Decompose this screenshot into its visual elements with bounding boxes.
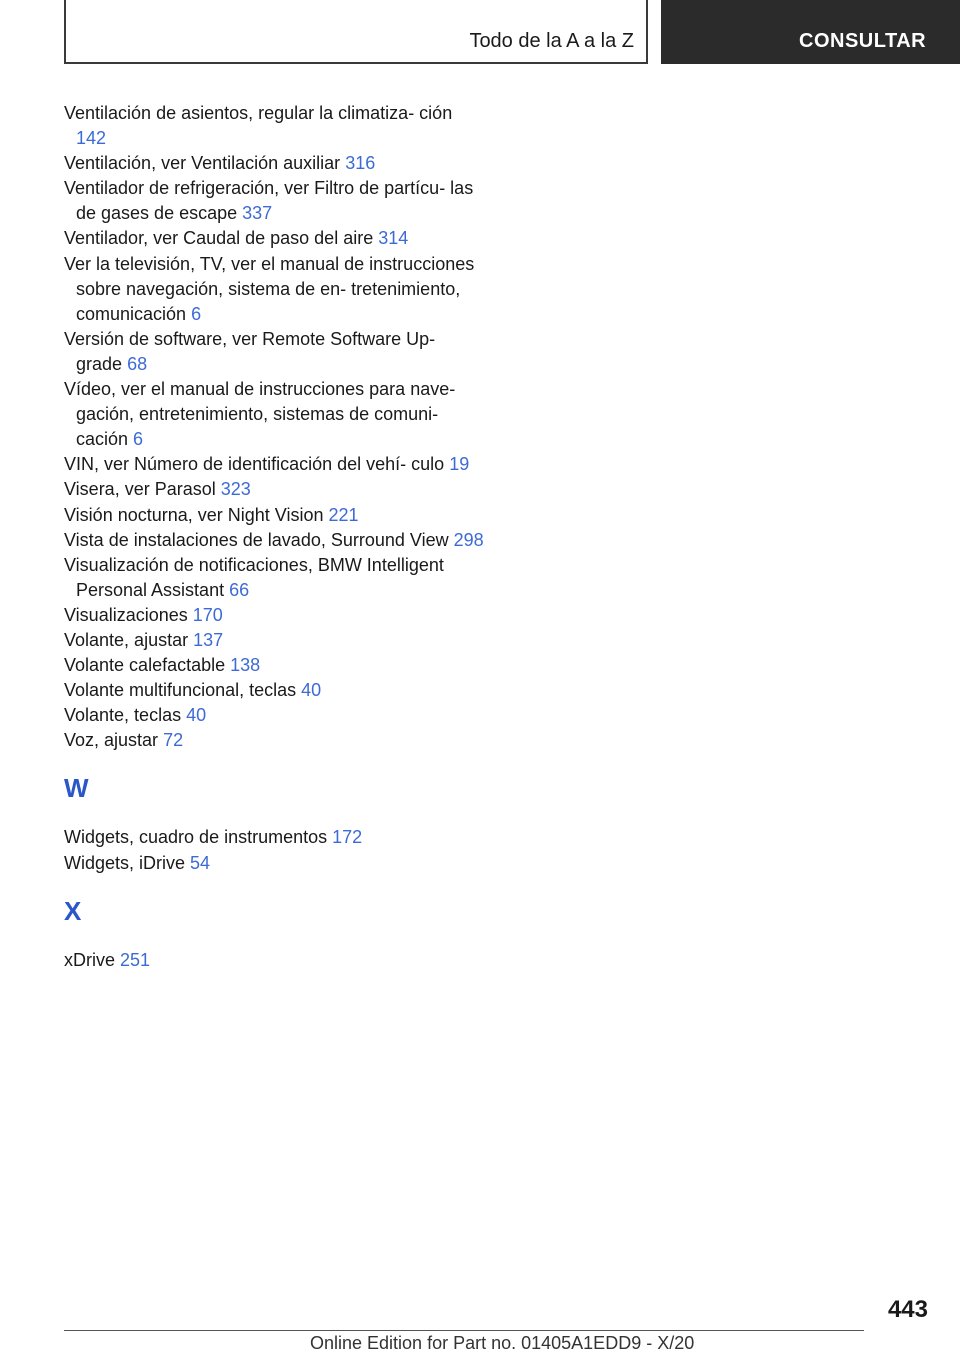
page-link[interactable]: 298 (453, 529, 484, 550)
index-entry (64, 528, 484, 553)
entry-text: Ventilación de asientos, regular la climatiza‐ ción (64, 103, 453, 123)
entries-x (64, 948, 484, 973)
entry-text: Vídeo, ver el manual de instrucciones para nave‐ gación, entretenimiento, sistemas de comuni‐ cación (64, 379, 456, 450)
index-entry (64, 377, 484, 452)
page-link[interactable]: 66 (229, 579, 250, 600)
entry-text: Widgets, iDrive (64, 852, 186, 873)
page-link[interactable]: 54 (190, 852, 211, 873)
page-link[interactable]: 170 (192, 604, 223, 625)
header-title: Todo de la A a la Z (469, 30, 634, 52)
index-entry (64, 653, 484, 678)
index-entry (64, 252, 484, 327)
entry-text: xDrive (64, 949, 116, 970)
index-entry (64, 703, 484, 728)
entry-text: Ventilador de refrigeración, ver Filtro de partícu‐ las de gases de escape (64, 178, 474, 224)
entry-text: VIN, ver Número de identificación del vehí‐ culo (64, 454, 445, 475)
index-entry (64, 452, 484, 477)
page-link[interactable]: 316 (345, 153, 376, 174)
index-entry (64, 603, 484, 628)
entry-text: Volante calefactable (64, 655, 226, 676)
page-number: 443 (887, 1296, 928, 1323)
page-link[interactable]: 6 (133, 429, 144, 450)
entry-text: Voz, ajustar (64, 730, 159, 751)
footer-divider (64, 1330, 864, 1331)
entry-text: Volante, ajustar (64, 629, 189, 650)
page-link[interactable]: 40 (186, 705, 207, 726)
index-entry (64, 948, 484, 973)
page-link[interactable]: 68 (127, 353, 148, 374)
entry-text: Vista de instalaciones de lavado, Surround View (64, 529, 449, 550)
letter-heading-x: X (64, 895, 82, 926)
index-entry (64, 151, 484, 176)
entry-text: Visión nocturna, ver Night Vision (64, 504, 324, 525)
entry-text: Volante, teclas (64, 705, 182, 726)
page-link[interactable]: 19 (449, 454, 470, 475)
page-link[interactable]: 138 (230, 655, 261, 676)
entry-text: Visualizaciones (64, 604, 188, 625)
page-link[interactable]: 172 (332, 827, 363, 848)
page-link[interactable]: 323 (220, 479, 251, 500)
entry-text: Widgets, cuadro de instrumentos (64, 827, 328, 848)
index-entry (64, 678, 484, 703)
index-entry (64, 728, 484, 753)
page-link[interactable]: 251 (120, 949, 151, 970)
section-tab-label: CONSULTAR (799, 30, 927, 52)
page-link[interactable]: 6 (191, 303, 202, 324)
index-entry (64, 503, 484, 528)
index-entry (64, 477, 484, 502)
entry-text: Visualización de notificaciones, BMW Intelligent Personal Assistant (64, 554, 444, 600)
letter-heading-w: W (64, 773, 89, 804)
edition-text: Online Edition for Part no. 01405A1EDD9 - X/20 (310, 1333, 695, 1353)
index-entry (64, 327, 484, 377)
entries-v (64, 101, 484, 753)
entry-text: Ventilación, ver Ventilación auxiliar (64, 153, 341, 174)
index-entry (64, 825, 484, 850)
entry-text: Ventilador, ver Caudal de paso del aire (64, 228, 374, 249)
page-link[interactable]: 72 (163, 730, 184, 751)
entry-text: Visera, ver Parasol (64, 479, 216, 500)
page-link[interactable]: 137 (193, 629, 224, 650)
index-entry (64, 176, 484, 226)
page-link[interactable]: 221 (328, 504, 359, 525)
index-entry (64, 101, 484, 151)
index-entry (64, 851, 484, 876)
index-entry (64, 628, 484, 653)
entry-text: Volante multifuncional, teclas (64, 680, 297, 701)
index-entry (64, 226, 484, 251)
entry-text: Versión de software, ver Remote Software Up‐ grade (64, 328, 436, 374)
section-tab (661, 0, 960, 64)
entries-w (64, 825, 484, 875)
index-entry (64, 553, 484, 603)
page-link[interactable]: 314 (378, 228, 409, 249)
page-link[interactable]: 337 (242, 203, 273, 224)
index-list (64, 101, 484, 973)
page-link[interactable]: 40 (301, 680, 322, 701)
header-box (64, 0, 648, 64)
entry-text: Ver la televisión, TV, ver el manual de instrucciones sobre navegación, sistema de en‐ tretenimiento, comunicación (64, 253, 475, 324)
page-link[interactable]: 142 (76, 128, 107, 149)
